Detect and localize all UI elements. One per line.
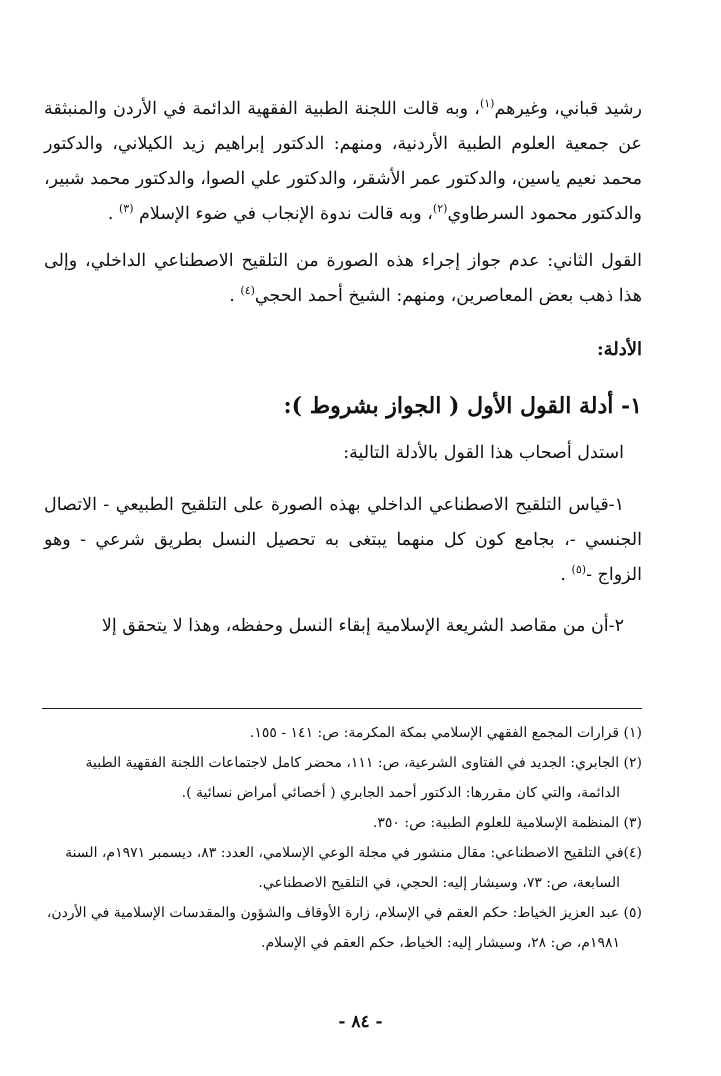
footnote-ref-2[interactable]: (٢) <box>432 202 448 216</box>
footnote-divider <box>42 708 642 709</box>
footnote-line: (٣) المنظمة الإسلامية للعلوم الطبية: ص: ٣٥٠. <box>372 815 642 831</box>
text-segment: القول الثاني: عدم جواز إجراء هذه الصورة من التلقيح الاصطناعي الداخلي، وإلى هذا ذهب بعض المعاصرين، ومنهم: الشيخ أحمد الحجي <box>44 251 642 306</box>
evidence-heading: الأدلة: <box>596 339 642 360</box>
footnote-5 <box>44 898 642 958</box>
paragraph-second-opinion <box>44 244 642 314</box>
text-segment: ، وبه قالت ندوة الإنجاب في ضوء الإسلام <box>133 204 433 224</box>
first-opinion-intro: استدل أصحاب هذا القول بالأدلة التالية: <box>343 443 624 463</box>
footnote-line: الدائمة، والتي كان مقررها: الدكتور أحمد الجابري ( أخصائي أمراض نسائية ). <box>181 785 620 801</box>
text-segment: . <box>107 204 119 224</box>
footnote-ref-3[interactable]: (٣) <box>118 202 134 216</box>
footnote-ref-4[interactable]: (٤) <box>240 284 255 298</box>
text-segment: . <box>229 286 241 306</box>
evidence-item-2: ٢-أن من مقاصد الشريعة الإسلامية إبقاء النسل وحفظه، وهذا لا يتحقق إلا <box>101 616 624 636</box>
footnote-ref-1[interactable]: (١) <box>479 97 495 111</box>
footnote-ref-5[interactable]: (٥) <box>571 563 587 577</box>
text-segment: ١-قياس التلقيح الاصطناعي الداخلي بهذه الصورة على التلقيح الطبيعي - الاتصال الجنسي -، بجامع كون كل منهما يبتغى به تحصيل النسل بطريق شرعي - وهو الزواج - <box>44 495 642 585</box>
footnote-line: (١) قرارات المجمع الفقهي الإسلامي بمكة المكرمة: ص: ١٤١ - ١٥٥. <box>249 725 642 741</box>
footnote-3 <box>44 808 642 838</box>
text-segment: رشيد قباني، وغيرهم <box>494 99 642 119</box>
footnote-line: (٥) عبد العزيز الخياط: حكم العقم في الإسلام، زارة الأوقاف والشؤون والمقدسات الإسلامية في الأردن، <box>46 905 642 921</box>
footnote-line: (٢) الجابري: الجديد في الفتاوى الشرعية، ص: ١١١، محضر كامل لاجتماعات اللجنة الفقهية الطبية <box>85 755 642 771</box>
paragraph-first-opinion-supporters <box>44 92 642 232</box>
footnotes-section <box>44 718 642 958</box>
footnote-line: (٤)في التلقيح الاصطناعي: مقال منشور في مجلة الوعي الإسلامي، العدد: ٨٣، ديسمبر ١٩٧١م، السنة <box>65 845 642 861</box>
evidence-item-1 <box>44 488 642 593</box>
footnote-1 <box>44 718 642 748</box>
footnote-4 <box>44 838 642 898</box>
text-segment: . <box>560 565 572 585</box>
first-opinion-evidence-heading: ١- أدلة القول الأول ( الجواز بشروط ): <box>283 393 642 419</box>
footnote-line: ١٩٨١م، ص: ٢٨، وسيشار إليه: الخياط، حكم العقم في الإسلام. <box>261 935 620 951</box>
page-number: - ٨٤ - <box>338 1012 383 1032</box>
text-segment: ، وبه قالت اللجنة الطبية الفقهية الدائمة في الأردن والمنبثقة عن جمعية العلوم الطبية الأردنية، ومنهم: الدكتور إبراهيم زيد الكيلاني، والدكتور محمد نعيم ياسين، والدكتور عمر الأشقر، والدكتور علي الصوا، والدكتور محمد شبير، والدكتور محمود السرطاوي <box>44 99 642 224</box>
footnote-line: السابعة، ص: ٧٣، وسيشار إليه: الحجي، في التلقيح الاصطناعي. <box>258 875 620 891</box>
footnote-2 <box>44 748 642 808</box>
